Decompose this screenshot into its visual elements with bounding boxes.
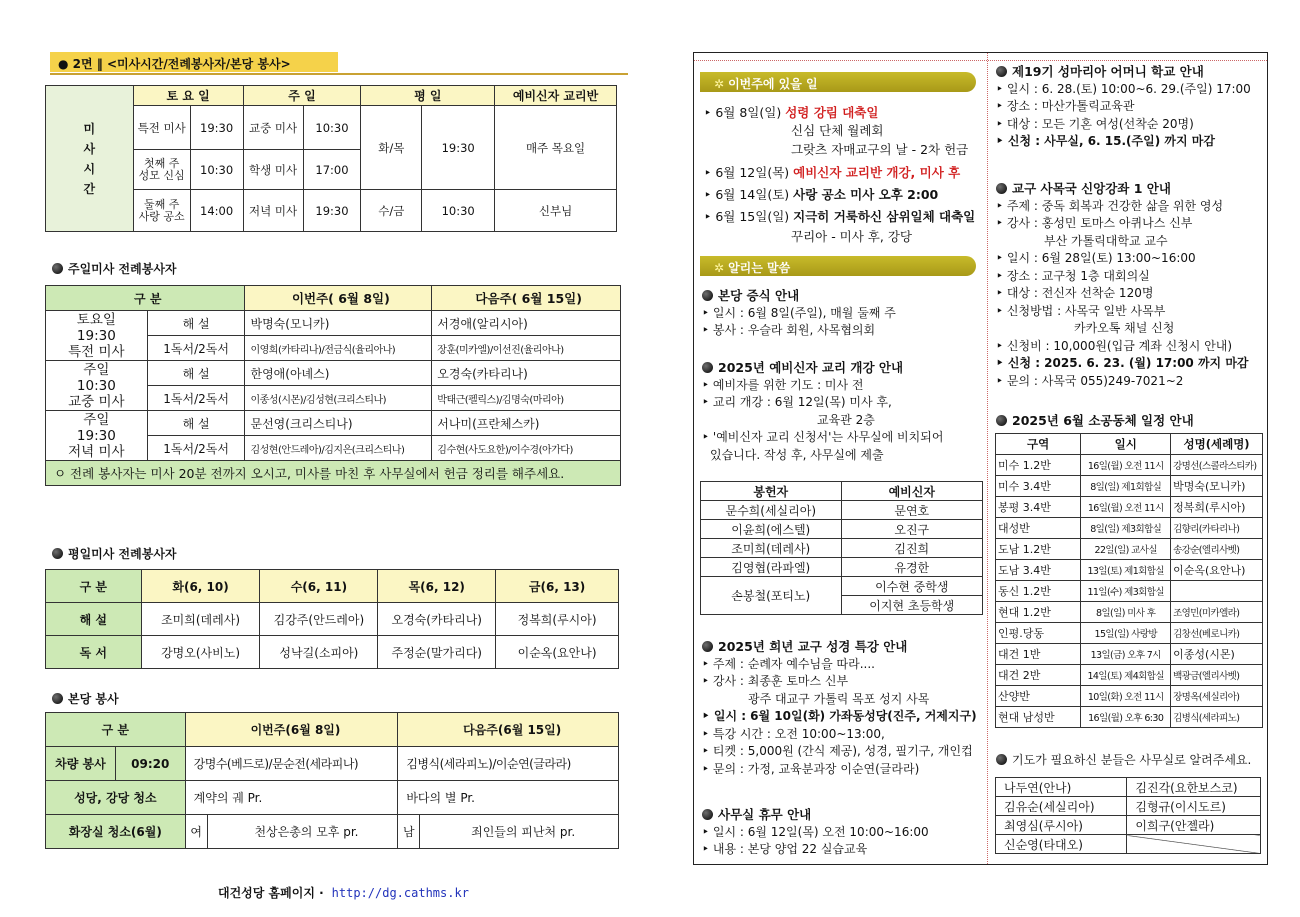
feast-notice: 본당 증식 안내 ‣ 일시 : 6월 8일(주일), 매월 둘째 주 ‣ 봉사 : 우슬라 회원, 사목협의회	[702, 288, 896, 337]
male-label: 남	[398, 815, 420, 849]
bullet-icon	[996, 754, 1007, 765]
datetime-cell: 13일(토) 제1회합실	[1081, 560, 1171, 581]
district-cell: 도남 1.2반	[996, 539, 1081, 560]
catechumen-cell: 오진구	[841, 520, 982, 539]
name-cell: 이순옥(요안나)	[1171, 560, 1263, 581]
bullet-icon	[702, 809, 713, 820]
col-this-week: 이번주( 6월 8일)	[245, 286, 432, 311]
catechumen-cell: 유경한	[841, 558, 982, 577]
server-next-week: 오경숙(카타리나)	[432, 361, 621, 386]
bullet-icon	[52, 263, 63, 274]
catechumen-cell: 이지현 초등학생	[841, 596, 982, 615]
role-commentator: 해 설	[147, 311, 245, 336]
catechism-teacher: 신부님	[495, 190, 617, 232]
sun-mass-name: 교중 미사	[243, 106, 303, 150]
server-this-week: 문선영(크리스티나)	[245, 411, 432, 436]
sunday-servers-title: 주일미사 전례봉사자	[52, 260, 177, 277]
name-cell: 장명옥(세실리아)	[1171, 686, 1263, 707]
sun-mass-time: 10:30	[303, 106, 361, 150]
prayer-name: 김진각(요한보스코)	[1127, 778, 1261, 797]
groups-title: 2025년 6월 소공동체 일정 안내	[996, 412, 1194, 430]
server-next-week: 박태근(펠릭스)/김명숙(마리아)	[432, 386, 621, 411]
sun-icon: ✲	[714, 77, 725, 91]
datetime-cell: 10일(화) 오전 11시	[1081, 686, 1171, 707]
prayer-name: 나두연(안나)	[996, 778, 1127, 797]
name-cell: 정복희(루시아)	[1171, 497, 1263, 518]
bullet-icon	[996, 415, 1007, 426]
this-week-header: ✲ 이번주에 있을 일	[700, 72, 976, 92]
weekday-time: 10:30	[422, 190, 495, 232]
district-cell: 현대 1.2반	[996, 602, 1081, 623]
prayer-title: 기도가 필요하신 분들은 사무실로 알려주세요.	[996, 752, 1251, 770]
district-cell: 미수 3.4반	[996, 476, 1081, 497]
name-cell: 김향리(카타리나)	[1171, 518, 1263, 539]
district-cell: 미수 1.2반	[996, 455, 1081, 476]
mass-side-label: 미 사 시 간	[46, 86, 134, 232]
cleaning-this-week: 계약의 궤 Pr.	[185, 781, 398, 815]
server-this-week: 이영희(카타리나)/전금식(율리아나)	[245, 336, 432, 361]
col-this-week: 이번주(6월 8일)	[185, 713, 398, 747]
server-cell: 조미희(데레사)	[141, 603, 260, 636]
mass-category: 토요일 19:30 특전 미사	[46, 311, 148, 361]
prayer-name: 최영심(루시아)	[996, 816, 1127, 835]
sat-mass-name: 첫째 주 성모 신심	[133, 150, 190, 190]
server-cell: 김강주(안드레아)	[260, 603, 378, 636]
district-cell: 대성반	[996, 518, 1081, 539]
district-cell: 대건 2반	[996, 665, 1081, 686]
col-name: 성명(세례명)	[1171, 434, 1263, 455]
bullet-icon	[52, 548, 63, 559]
datetime-cell: 22일(일) 교사실	[1081, 539, 1171, 560]
col-donor: 봉헌자	[701, 482, 842, 501]
donor-cell: 이윤희(에스텔)	[701, 520, 842, 539]
female-label: 여	[185, 815, 207, 849]
header-weekday: 평 일	[361, 86, 495, 106]
server-next-week: 서나미(프란체스카)	[432, 411, 621, 436]
name-cell: 김병식(세라피노)	[1171, 707, 1263, 728]
server-this-week: 박명숙(모니카)	[245, 311, 432, 336]
bullet-icon	[702, 362, 713, 373]
sun-icon: ✲	[714, 261, 725, 275]
col-wed: 수(6, 11)	[260, 570, 378, 603]
car-service-time: 09:20	[115, 747, 185, 781]
col-catechumen: 예비신자	[841, 482, 982, 501]
sun-mass-time: 19:30	[303, 190, 361, 232]
server-cell: 이순옥(요안나)	[496, 636, 619, 669]
parish-service-title: 본당 봉사	[52, 690, 119, 707]
datetime-cell: 13일(금) 오후 7시	[1081, 644, 1171, 665]
car-service-label: 차량 봉사	[46, 747, 116, 781]
col-category: 구 분	[46, 713, 186, 747]
col-datetime: 일시	[1081, 434, 1171, 455]
page-header: ● 2면 ‖ <미사시간/전례봉사자/본당 봉사>	[50, 52, 338, 72]
female-team: 천상은총의 모후 pr.	[207, 815, 398, 849]
col-fri: 금(6, 13)	[496, 570, 619, 603]
event-subline: 꾸리아 - 미사 후, 강당	[791, 229, 912, 244]
datetime-cell: 11일(수) 제3회합실	[1081, 581, 1171, 602]
server-cell: 정복희(루시아)	[496, 603, 619, 636]
name-cell: 조영민(미카엘라)	[1171, 602, 1263, 623]
prayer-table	[995, 777, 1261, 854]
district-cell: 현대 남성반	[996, 707, 1081, 728]
sun-mass-name: 학생 미사	[243, 150, 303, 190]
faith-lecture-notice: 교구 사목국 신앙강좌 1 안내 ‣ 주제 : 중독 회복과 건강한 삶을 위한 영성 ‣ 강사 : 홍성민 토마스 아퀴나스 신부 부산 가톨릭대학교 교수 ‣ 일시 : 6월 28일(토) 13:00~16:00 ‣ 장소 : 교구청 1층 대회의실 ‣ 대상 : 전신자 선착순 120명 ‣ 신청방법 : 사목국 일반 사목부 카카오톡 채널 신청 ‣ 신청비 : 10,000원(입금 계좌 신청시 안내) ‣ 신청 : 2025. 6. 23. (월) 17:00 까지 마감 ‣ 문의 : 사목국 055)249-7021~2	[996, 181, 1249, 388]
bullet-icon	[702, 641, 713, 652]
server-cell: 강명오(사비노)	[141, 636, 260, 669]
weekday-day: 화/목	[361, 106, 422, 190]
datetime-cell: 16일(월) 오전 11시	[1081, 497, 1171, 518]
name-cell: 김창선(베로니카)	[1171, 623, 1263, 644]
column-divider	[987, 53, 988, 864]
sun-mass-name: 저녁 미사	[243, 190, 303, 232]
footer: 대건성당 홈페이지 · http://dg.cathms.kr	[218, 886, 469, 900]
district-cell: 산양반	[996, 686, 1081, 707]
server-cell: 성낙길(소피아)	[260, 636, 378, 669]
role-commentator: 해 설	[147, 411, 245, 436]
sun-mass-time: 17:00	[303, 150, 361, 190]
bullet-icon	[996, 183, 1007, 194]
catechism-day: 매주 목요일	[495, 106, 617, 190]
name-cell: 백광금(엘리사벳)	[1171, 665, 1263, 686]
donor-cell: 조미희(데레사)	[701, 539, 842, 558]
car-this-week: 강명수(베드로)/문순전(세라피나)	[185, 747, 398, 781]
event-subline: 신심 단체 월례회	[791, 123, 884, 138]
bullet-icon	[702, 290, 713, 301]
prayer-name: 김유순(세실리아)	[996, 797, 1127, 816]
col-next-week: 다음주( 6월 15일)	[432, 286, 621, 311]
sat-mass-time: 10:30	[190, 150, 243, 190]
donor-table	[700, 481, 983, 615]
col-next-week: 다음주(6월 15일)	[398, 713, 619, 747]
col-district: 구역	[996, 434, 1081, 455]
header-saturday: 토 요 일	[133, 86, 243, 106]
district-cell: 동신 1.2반	[996, 581, 1081, 602]
sunday-servers-table	[45, 285, 621, 486]
district-cell: 봉평 3.4반	[996, 497, 1081, 518]
weekday-servers-table	[45, 569, 619, 669]
header-catechism: 예비신자 교리반	[495, 86, 617, 106]
col-thu: 목(6, 12)	[378, 570, 496, 603]
district-cell: 인평.당동	[996, 623, 1081, 644]
role-readers: 1독서/2독서	[147, 436, 245, 461]
event-item: ‣ 6월 12일(목) 예비신자 교리반 개강, 미사 후	[704, 165, 961, 180]
datetime-cell: 8일(일) 제1회합실	[1081, 476, 1171, 497]
col-category: 구 분	[46, 570, 142, 603]
district-cell: 도남 3.4반	[996, 560, 1081, 581]
event-subline: 그랏츠 자매교구의 날 - 2차 헌금	[791, 142, 969, 157]
catechumen-cell: 김진희	[841, 539, 982, 558]
mothers-school-notice: 제19기 성마리아 어머니 학교 안내 ‣ 일시 : 6. 28.(토) 10:00~6. 29.(주일) 17:00 ‣ 장소 : 마산가톨릭교육관 ‣ 대상 : 모든 기혼 여성(선착순 20명) ‣ 신청 : 사무실, 6. 15.(주일) 까지 마감	[996, 64, 1251, 148]
event-item: ‣ 6월 8일(일) 성령 강림 대축일	[704, 105, 879, 120]
district-cell: 대건 1반	[996, 644, 1081, 665]
role-reader: 독 서	[46, 636, 142, 669]
datetime-cell: 14일(토) 제4회합실	[1081, 665, 1171, 686]
catechumen-cell: 이수현 중학생	[841, 577, 982, 596]
bullet-icon	[996, 66, 1007, 77]
role-readers: 1독서/2독서	[147, 386, 245, 411]
server-next-week: 김수현(사도요한)/이수경(아가다)	[432, 436, 621, 461]
parish-service-table	[45, 712, 619, 849]
server-next-week: 장훈(미카엘)/이선진(율리아나)	[432, 336, 621, 361]
office-closed-notice: 사무실 휴무 안내 ‣ 일시 : 6월 12일(목) 오전 10:00~16:00 ‣ 내용 : 본당 양업 22 실습교육	[702, 807, 929, 856]
jubilee-notice: 2025년 희년 교구 성경 특강 안내 ‣ 주제 : 순례자 예수님을 따라.... ‣ 강사 : 최종훈 토마스 신부 광주 대교구 가톨릭 목포 성지 사목 ‣ 일시 : 6월 10일(화) 가좌동성당(진주, 거제지구) ‣ 특강 시간 : 오전 10:00~13:00, ‣ 티켓 : 5,000원 (간식 제공), 성경, 필기구, 개인컵 ‣ 문의 : 가정, 교육분과장 이순연(글라라)	[702, 639, 977, 776]
prayer-name: 이희구(안젤라)	[1127, 816, 1261, 835]
name-cell: 송강순(엘리사벳)	[1171, 539, 1263, 560]
role-commentator: 해 설	[46, 603, 142, 636]
donor-cell: 손봉철(포티노)	[701, 577, 842, 615]
sat-mass-time: 19:30	[190, 106, 243, 150]
datetime-cell: 16일(월) 오전 11시	[1081, 455, 1171, 476]
cleaning-label: 성당, 강당 청소	[46, 781, 186, 815]
event-item: ‣ 6월 15일(일) 지극히 거룩하신 삼위일체 대축일	[704, 209, 976, 224]
datetime-cell: 8일(일) 미사 후	[1081, 602, 1171, 623]
name-cell: 강명선(스콜라스티카)	[1171, 455, 1263, 476]
servers-note: ㅇ 전례 봉사자는 미사 20분 전까지 오시고, 미사를 마친 후 사무실에서 헌금 정리를 해주세요.	[46, 461, 621, 486]
datetime-cell: 15일(일) 사랑방	[1081, 623, 1171, 644]
toilet-cleaning-label: 화장실 청소(6월)	[46, 815, 186, 849]
server-cell: 오경숙(카타리나)	[378, 603, 496, 636]
weekday-time: 19:30	[422, 106, 495, 190]
server-this-week: 김성현(안드레아)/김지은(크리스티나)	[245, 436, 432, 461]
prayer-name: 김형규(이시도르)	[1127, 797, 1261, 816]
event-item: ‣ 6월 14일(토) 사랑 공소 미사 오후 2:00	[704, 187, 939, 202]
weekday-servers-title: 평일미사 전례봉사자	[52, 545, 177, 562]
prayer-name: 신순영(타대오)	[996, 835, 1127, 854]
catechism-notice: 2025년 예비신자 교리 개강 안내 ‣ 예비자를 위한 기도 : 미사 전 ‣ 교리 개강 : 6월 12일(목) 미사 후, 교육관 2층 ‣ '예비신자 교리 신청서'는 사무실에 비치되어 있습니다. 작성 후, 사무실에 제출	[702, 360, 944, 462]
datetime-cell: 8일(일) 제3회합실	[1081, 518, 1171, 539]
datetime-cell: 16일(월) 오후 6:30	[1081, 707, 1171, 728]
empty-cell	[1127, 835, 1261, 854]
role-readers: 1독서/2독서	[147, 336, 245, 361]
sat-mass-time: 14:00	[190, 190, 243, 232]
donor-cell: 문수희(세실리아)	[701, 501, 842, 520]
role-commentator: 해 설	[147, 361, 245, 386]
frame-top-dash	[694, 60, 1267, 61]
small-community-table	[995, 433, 1263, 728]
server-this-week: 이종성(시몬)/김성현(크리스티나)	[245, 386, 432, 411]
header-divider	[50, 73, 628, 75]
col-tue: 화(6, 10)	[141, 570, 260, 603]
server-this-week: 한영애(아녜스)	[245, 361, 432, 386]
name-cell: 이종성(시몬)	[1171, 644, 1263, 665]
sat-mass-name: 특전 미사	[133, 106, 190, 150]
mass-category: 주일 10:30 교중 미사	[46, 361, 148, 411]
homepage-link[interactable]: http://dg.cathms.kr	[331, 886, 469, 900]
header-sunday: 주 일	[243, 86, 361, 106]
mass-times-table	[45, 85, 617, 232]
weekday-day: 수/금	[361, 190, 422, 232]
name-cell	[1171, 581, 1263, 602]
car-next-week: 김병식(세라피노)/이순연(글라라)	[398, 747, 619, 781]
bullet-icon	[52, 693, 63, 704]
name-cell: 박명숙(모니카)	[1171, 476, 1263, 497]
mass-category: 주일 19:30 저녁 미사	[46, 411, 148, 461]
donor-cell: 김영협(라파엘)	[701, 558, 842, 577]
cleaning-next-week: 바다의 별 Pr.	[398, 781, 619, 815]
notices-header: ✲ 알리는 말씀	[700, 256, 976, 276]
col-category: 구 분	[46, 286, 245, 311]
catechumen-cell: 문연호	[841, 501, 982, 520]
server-next-week: 서경애(알리시아)	[432, 311, 621, 336]
sat-mass-name: 둘째 주 사랑 공소	[133, 190, 190, 232]
server-cell: 주정순(말가리다)	[378, 636, 496, 669]
male-team: 죄인들의 피난처 pr.	[420, 815, 619, 849]
